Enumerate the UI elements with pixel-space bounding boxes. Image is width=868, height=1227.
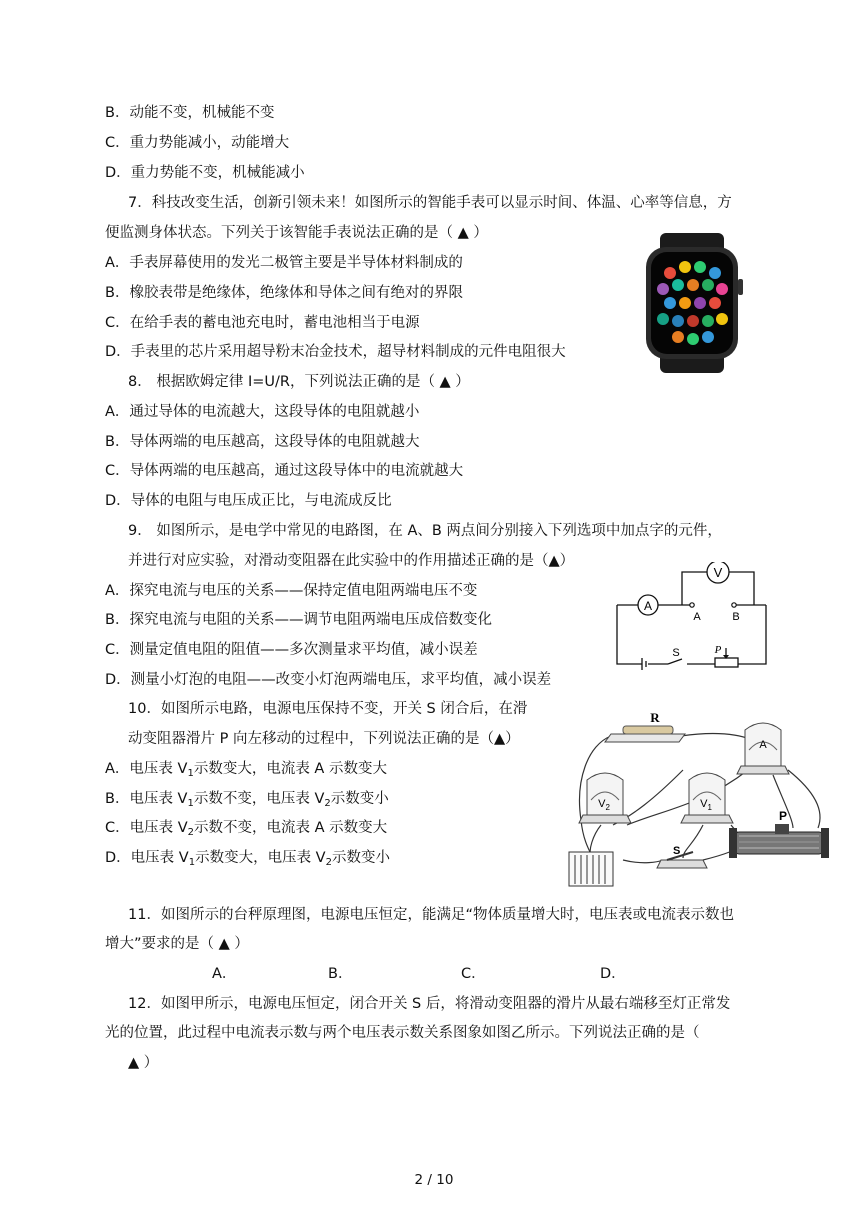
svg-text:A: A — [759, 739, 767, 751]
q9-option-a: A．探究电流与电压的关系——保持定值电阻两端电压不变 — [105, 583, 478, 599]
q11-choice-b: B． — [328, 966, 353, 982]
svg-text:V2: $V_2$ — [598, 798, 610, 812]
terminal-b — [732, 603, 736, 607]
svg-text:R: R — [650, 710, 660, 725]
q7-option-c: C．在给手表的蓄电池充电时，蓄电池相当于电源 — [105, 315, 420, 331]
q9-option-c: C．测量定值电阻的阻值——多次测量求平均值，减小误差 — [105, 642, 478, 658]
q10-option-b: B．电压表 $V_1$示数不变，电压表 $V_2$示数变小 — [105, 791, 389, 809]
q8-option-d: D．导体的电阻与电压成正比，与电流成反比 — [105, 493, 392, 509]
q9-stem: 9． 如图所示，是电学中常见的电路图，在 A、B 两点间分别接入下列选项中加点字的元件， — [128, 523, 722, 539]
switch-label: S — [672, 647, 680, 659]
q11-choice-a: A． — [212, 966, 237, 982]
q10-option-d: D．电压表 $V_1$示数变大，电压表 $V_2$示数变小 — [105, 850, 390, 868]
q11-choice-d: D． — [600, 966, 626, 982]
q9-circuit-diagram — [612, 562, 772, 674]
q11-stem: 11．如图所示的台秤原理图，电源电压恒定，能满足“物体质量增大时，电压表或电流表示数也 — [128, 907, 734, 923]
q8-option-a: A．通过导体的电流越大，这段导体的电阻就越小 — [105, 404, 420, 420]
q12-stem-cont: 光的位置，此过程中电流表示数与两个电压表示数关系图象如图乙所示。下列说法正确的是（ — [105, 1025, 700, 1041]
q11-stem-cont: 增大”要求的是（ ▲ ） — [105, 936, 249, 952]
q9-option-d: D．测量小灯泡的电阻——改变小灯泡两端电压，求平均值，减小误差 — [105, 672, 552, 688]
q12-stem: 12．如图甲所示，电源电压恒定，闭合开关 S 后，将滑动变阻器的滑片从最右端移至灯正常发 — [128, 996, 731, 1012]
q10-stem: 10．如图所示电路，电源电压保持不变，开关 S 闭合后，在滑 — [128, 701, 528, 717]
voltmeter-label: V — [713, 565, 723, 580]
watch-crown — [738, 279, 743, 295]
svg-text:P: P — [778, 809, 788, 823]
voltmeter-v1 — [681, 773, 733, 823]
q8-stem: 8． 根据欧姆定律 I=U/R，下列说法正确的是（ ▲ ） — [128, 374, 470, 390]
switch-s — [657, 845, 707, 868]
slider-label: P — [714, 644, 722, 656]
sliding-rheostat — [729, 809, 829, 858]
terminal-a — [690, 603, 694, 607]
q10-option-c: C．电压表 $V_2$示数不变，电流表 A 示数变大 — [105, 820, 388, 838]
smartwatch-figure — [640, 233, 746, 373]
svg-text:S: S — [673, 845, 681, 857]
page-number: 2 / 10 — [414, 1172, 454, 1188]
q8-option-b: B．导体两端的电压越高，这段导体的电阻就越大 — [105, 434, 420, 450]
q6-option-b: B．动能不变，机械能不变 — [105, 105, 275, 121]
ammeter-label: A — [643, 599, 653, 613]
q10-circuit-photo — [563, 710, 833, 890]
q9-stem-cont: 并进行对应实验，对滑动变阻器在此实验中的作用描述正确的是（▲） — [128, 553, 575, 569]
q9-option-b: B．探究电流与电阻的关系——调节电阻两端电压成倍数变化 — [105, 612, 492, 628]
svg-text:V1: $V_1$ — [700, 798, 712, 812]
point-b-label: B — [732, 611, 740, 623]
resistor-r — [605, 710, 685, 742]
q10-stem-cont: 动变阻器滑片 P 向左移动的过程中，下列说法正确的是（▲） — [128, 731, 520, 747]
q12-stem-end: ▲ ） — [128, 1055, 159, 1071]
battery — [569, 852, 613, 886]
ammeter-a — [737, 723, 789, 774]
q10-option-a: A．电压表 $V_1$示数变大，电流表 A 示数变大 — [105, 761, 387, 779]
q8-option-c: C．导体两端的电压越高，通过这段导体中的电流就越大 — [105, 463, 464, 479]
q7-option-d: D．手表里的芯片采用超导粉末冶金技术，超导材料制成的元件电阻很大 — [105, 344, 566, 360]
voltmeter-v2 — [579, 773, 631, 823]
q7-stem: 7．科技改变生活，创新引领未来！如图所示的智能手表可以显示时间、体温、心率等信息，方 — [128, 195, 732, 211]
q11-choice-c: C． — [461, 966, 486, 982]
point-a-label: A — [693, 611, 701, 623]
q7-option-b: B．橡胶表带是绝缘体，绝缘体和导体之间有绝对的界限 — [105, 285, 463, 301]
q6-option-c: C．重力势能减小，动能增大 — [105, 135, 290, 151]
q7-stem-cont: 便监测身体状态。下列关于该智能手表说法正确的是（ ▲ ） — [105, 225, 488, 241]
q6-option-d: D．重力势能不变，机械能减小 — [105, 165, 305, 181]
rheostat-symbol — [715, 658, 738, 667]
q7-option-a: A．手表屏幕使用的发光二极管主要是半导体材料制成的 — [105, 255, 463, 271]
